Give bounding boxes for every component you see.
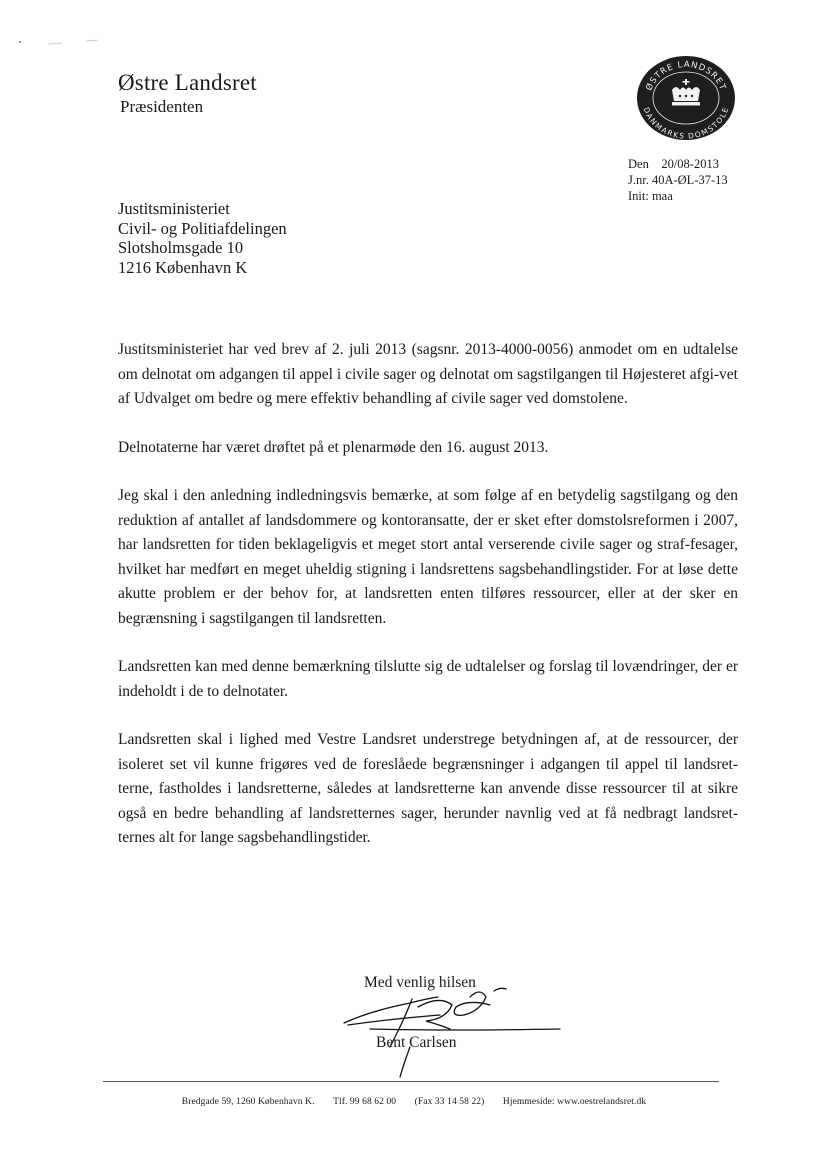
handwritten-signature (330, 985, 570, 1080)
letter-date: 20/08-2013 (661, 157, 719, 171)
signer-name: Bent Carlsen (376, 1034, 457, 1051)
paragraph: Justitsministeriet har ved brev af 2. juli 2013 (sagsnr. 2013-4000-0056) anmodet om en udtalelse om delnotat om adgangen til appel i civile sager og delnotat om sagstilgangen til Højesteret afgi-vet af Udvalget om bedre og mere effektiv behandling af civile sager ved domstolene. (118, 341, 738, 407)
initials: Init: maa (628, 189, 673, 203)
date-label: Den (628, 157, 649, 171)
date-line (628, 156, 728, 172)
scan-speck (18, 38, 98, 48)
address-line: Slotsholmsgade 10 (118, 238, 244, 257)
seal-top-text: ØSTRE LANDSRET (644, 59, 728, 93)
sender-title: Præsidenten (120, 97, 204, 116)
footer-divider (103, 1081, 719, 1082)
address-line: Justitsministeriet (118, 199, 230, 218)
footer (0, 1097, 828, 1107)
paragraph: Jeg skal i den anledning indledningsvis bemærke, at som følge af en betydelig sagstilgang og den reduktion af antallet af landsdommere og kontoransatte, der er sket efter domstolsreformen i 2007, har landsretten for tiden beklageligvis et meget stort antal verserende civile sager og straf-fesager, hvilket har medført en meget uheldig stigning i landsrettens sagsbehandlingstider. For at løse dette akutte problem er der behov for, at landsretten enten tilføres ressourcer, eller at der sker en begrænsning i sagstilgangen til landsretten. (118, 487, 738, 627)
footer-fax: (Fax 33 14 58 22) (414, 1097, 485, 1107)
court-seal-logo (636, 55, 736, 141)
footer-address: Bredgade 59, 1260 København K. (181, 1097, 315, 1107)
address-line: 1216 København K (118, 257, 248, 277)
paragraph: Delnotaterne har været drøftet på et plenarmøde den 16. august 2013. (118, 438, 549, 456)
footer-phone: Tlf. 99 68 62 00 (333, 1097, 397, 1107)
seal-bottom-text: DANMARKS DOMSTOLE (641, 106, 731, 141)
paragraph: Landsretten kan med denne bemærkning tilslutte sig de udtalelser og forslag til lovændringer, der er indeholdt i de to delnotater. (118, 658, 738, 700)
closing-greeting: Med venlig hilsen (364, 974, 476, 991)
address-line: Civil- og Politiafdelingen (118, 218, 287, 238)
court-name: Østre Landsret (118, 70, 257, 95)
journal-number: J.nr. 40A-ØL-37-13 (628, 173, 728, 187)
letter-body (118, 338, 738, 875)
reference-block (628, 156, 728, 204)
recipient-address (118, 199, 287, 277)
paragraph: Landsretten skal i lighed med Vestre Landsret understrege betydningen af, at de ressourcer, der isoleret set vil kunne frigøres ved de foreslåede begrænsninger i adgangen til appel til landsret-terne, fastholdes i landsretterne, således at landsretterne kan anvende disse ressourcer til at sikre også en bedre behandling af landsretternes sager, herunder navnlig ved at få nedbragt landsret-ternes alt for lange sagsbehandlingstider. (118, 731, 738, 846)
footer-website: Hjemmeside: www.oestrelandsret.dk (502, 1097, 647, 1107)
